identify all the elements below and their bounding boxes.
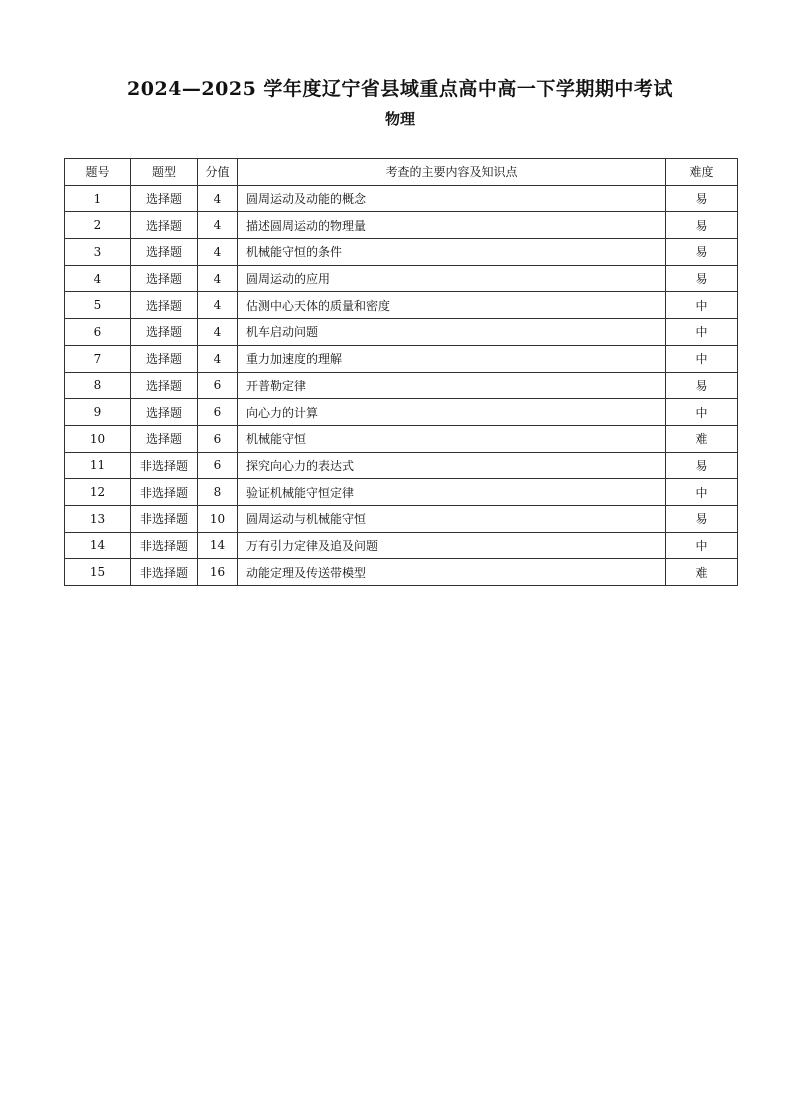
question-number-cell: 15: [65, 559, 131, 586]
difficulty-cell: 中: [666, 399, 738, 426]
content-cell: 验证机械能守恒定律: [238, 479, 666, 506]
question-number-cell: 3: [65, 239, 131, 266]
difficulty-cell: 难: [666, 559, 738, 586]
difficulty-cell: 易: [666, 265, 738, 292]
question-type-cell: 选择题: [131, 399, 198, 426]
table-row: [65, 372, 738, 399]
content-cell: 圆周运动及动能的概念: [238, 185, 666, 212]
question-number-cell: 10: [65, 425, 131, 452]
score-cell: 6: [198, 452, 238, 479]
question-type-cell: 选择题: [131, 345, 198, 372]
score-cell: 10: [198, 505, 238, 532]
table-row: [65, 212, 738, 239]
question-number-cell: 11: [65, 452, 131, 479]
score-cell: 6: [198, 372, 238, 399]
content-cell: 描述圆周运动的物理量: [238, 212, 666, 239]
question-type-cell: 非选择题: [131, 479, 198, 506]
content-cell: 重力加速度的理解: [238, 345, 666, 372]
difficulty-cell: 中: [666, 292, 738, 319]
question-type-cell: 选择题: [131, 372, 198, 399]
table-row: [65, 185, 738, 212]
score-cell: 6: [198, 425, 238, 452]
question-type-cell: 非选择题: [131, 505, 198, 532]
difficulty-cell: 中: [666, 479, 738, 506]
question-number-cell: 4: [65, 265, 131, 292]
table-row: [65, 292, 738, 319]
score-cell: 16: [198, 559, 238, 586]
difficulty-cell: 难: [666, 425, 738, 452]
question-type-cell: 选择题: [131, 239, 198, 266]
header-difficulty: 难度: [666, 159, 738, 186]
table-row: [65, 559, 738, 586]
question-number-cell: 12: [65, 479, 131, 506]
score-cell: 4: [198, 292, 238, 319]
header-row: [65, 159, 738, 186]
header-question-number: 题号: [65, 159, 131, 186]
page-title: 2024—2025 学年度辽宁省县域重点高中高一下学期期中考试: [127, 78, 673, 100]
question-number-cell: 1: [65, 185, 131, 212]
question-number-cell: 14: [65, 532, 131, 559]
difficulty-cell: 易: [666, 505, 738, 532]
table-row: [65, 479, 738, 506]
content-cell: 探究向心力的表达式: [238, 452, 666, 479]
table-row: [65, 505, 738, 532]
difficulty-cell: 易: [666, 372, 738, 399]
score-cell: 6: [198, 399, 238, 426]
difficulty-cell: 中: [666, 532, 738, 559]
score-cell: 8: [198, 479, 238, 506]
table-row: [65, 345, 738, 372]
content-cell: 机械能守恒: [238, 425, 666, 452]
question-number-cell: 2: [65, 212, 131, 239]
question-number-cell: 9: [65, 399, 131, 426]
difficulty-cell: 中: [666, 345, 738, 372]
question-number-cell: 8: [65, 372, 131, 399]
content-cell: 圆周运动与机械能守恒: [238, 505, 666, 532]
question-type-cell: 非选择题: [131, 452, 198, 479]
header-question-type: 题型: [131, 159, 198, 186]
question-type-cell: 选择题: [131, 425, 198, 452]
score-cell: 14: [198, 532, 238, 559]
question-number-cell: 5: [65, 292, 131, 319]
score-cell: 4: [198, 185, 238, 212]
score-cell: 4: [198, 265, 238, 292]
content-cell: 动能定理及传送带模型: [238, 559, 666, 586]
question-number-cell: 6: [65, 319, 131, 346]
difficulty-cell: 易: [666, 212, 738, 239]
page-subtitle: 物理: [384, 110, 415, 128]
content-cell: 万有引力定律及追及问题: [238, 532, 666, 559]
question-number-cell: 7: [65, 345, 131, 372]
header-content: 考查的主要内容及知识点: [238, 159, 666, 186]
difficulty-cell: 易: [666, 239, 738, 266]
difficulty-cell: 易: [666, 185, 738, 212]
score-cell: 4: [198, 345, 238, 372]
table-row: [65, 425, 738, 452]
question-type-cell: 选择题: [131, 212, 198, 239]
content-cell: 向心力的计算: [238, 399, 666, 426]
table-row: [65, 532, 738, 559]
table-row: [65, 399, 738, 426]
header-score: 分值: [198, 159, 238, 186]
question-type-cell: 选择题: [131, 319, 198, 346]
score-cell: 4: [198, 212, 238, 239]
question-type-cell: 选择题: [131, 265, 198, 292]
table-row: [65, 452, 738, 479]
table-header: [65, 159, 738, 186]
score-cell: 4: [198, 319, 238, 346]
table-row: [65, 265, 738, 292]
question-type-cell: 非选择题: [131, 532, 198, 559]
question-type-cell: 非选择题: [131, 559, 198, 586]
content-cell: 机车启动问题: [238, 319, 666, 346]
content-cell: 机械能守恒的条件: [238, 239, 666, 266]
table-body: [65, 185, 738, 585]
exam-analysis-table: [64, 158, 738, 586]
difficulty-cell: 中: [666, 319, 738, 346]
score-cell: 4: [198, 239, 238, 266]
table-row: [65, 319, 738, 346]
question-type-cell: 选择题: [131, 292, 198, 319]
question-type-cell: 选择题: [131, 185, 198, 212]
content-cell: 估测中心天体的质量和密度: [238, 292, 666, 319]
table-row: [65, 239, 738, 266]
content-cell: 圆周运动的应用: [238, 265, 666, 292]
difficulty-cell: 易: [666, 452, 738, 479]
question-number-cell: 13: [65, 505, 131, 532]
content-cell: 开普勒定律: [238, 372, 666, 399]
